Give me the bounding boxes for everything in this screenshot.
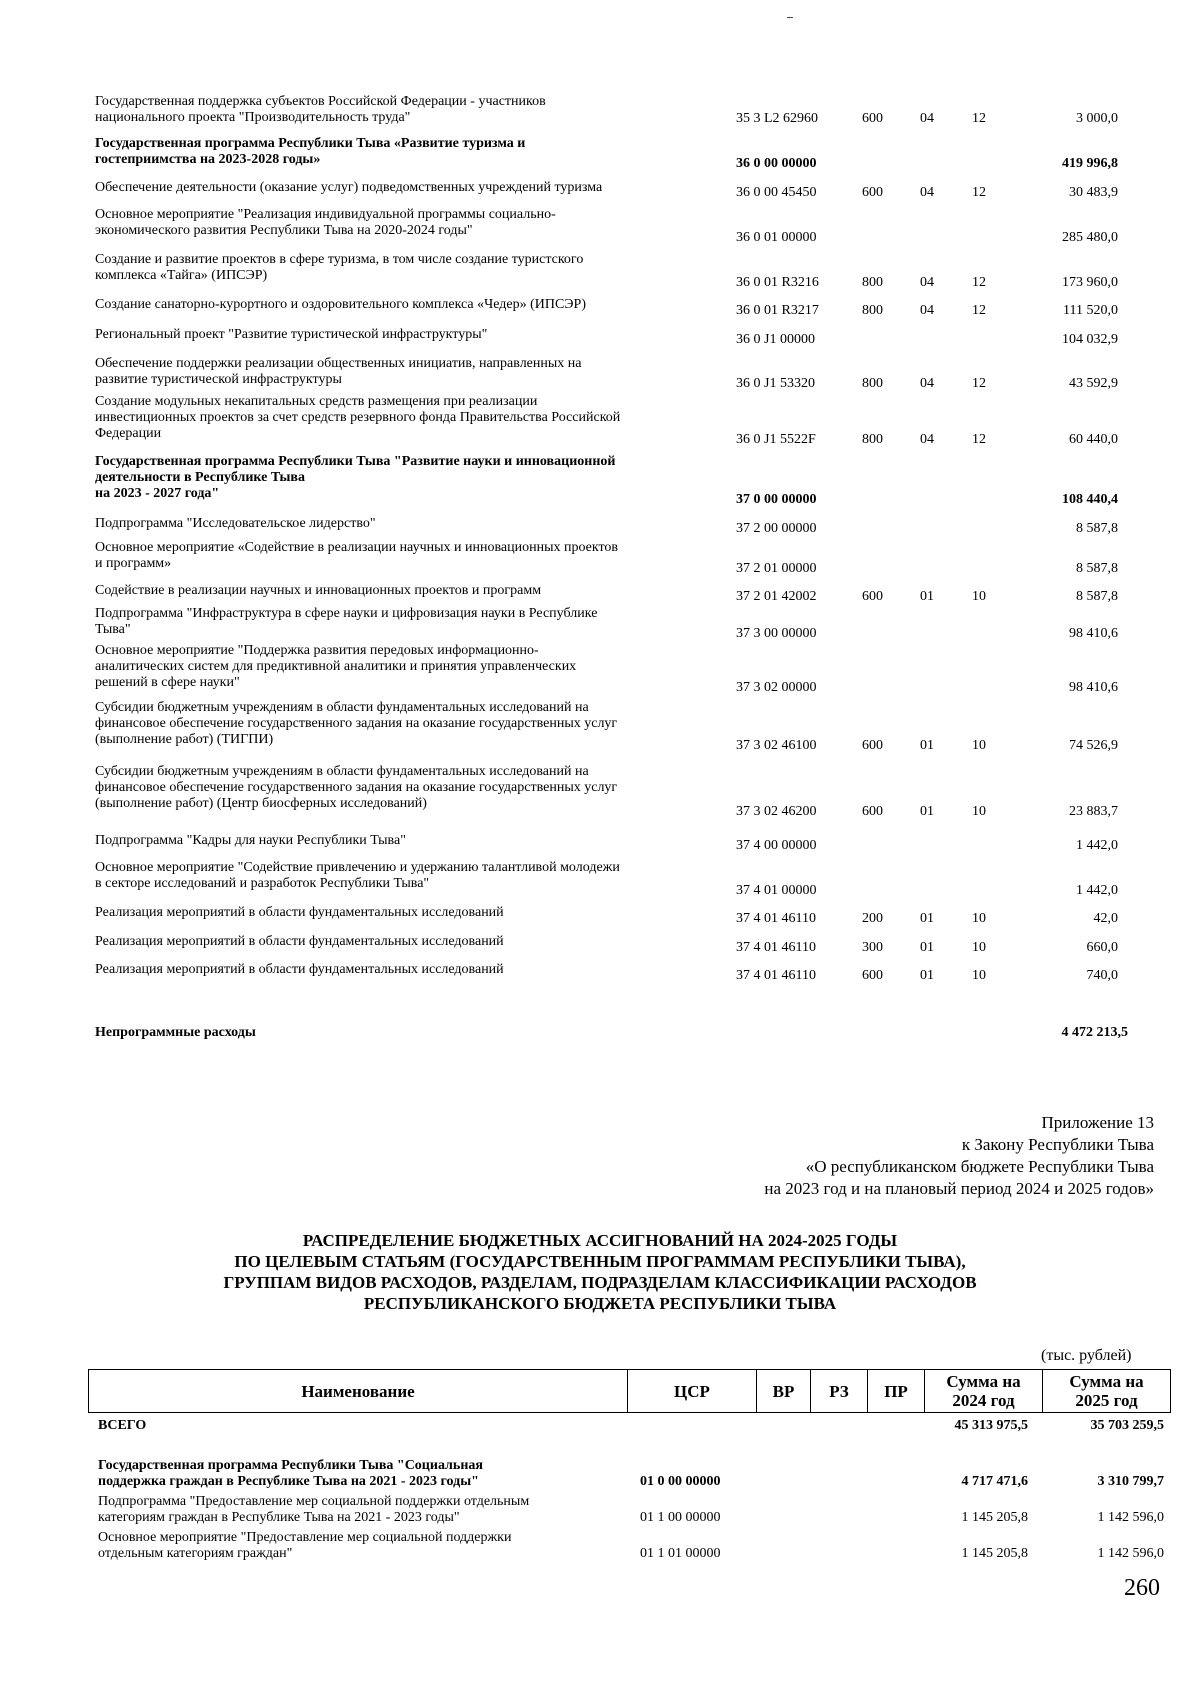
row-vr: 600 xyxy=(862,968,883,983)
row-name: Подпрограмма "Инфраструктура в сфере науки и цифровизация науки в Республике Тыва" xyxy=(95,606,598,637)
row-csr: 37 3 02 46100 xyxy=(736,738,817,753)
title-line: ГРУППАМ ВИДОВ РАСХОДОВ, РАЗДЕЛАМ, ПОДРАЗДЕЛАМ КЛАССИФИКАЦИИ РАСХОДОВ xyxy=(223,1273,977,1292)
row-name: Основное мероприятие «Содействие в реализации научных и инновационных проектов и программ» xyxy=(95,540,619,571)
page-number: 260 xyxy=(1124,1575,1160,1601)
row-csr: 37 4 01 46110 xyxy=(736,968,816,983)
row-pr: 12 xyxy=(972,185,986,200)
row-sum: 74 526,9 xyxy=(1069,738,1118,753)
row-sum: 8 587,8 xyxy=(1076,589,1118,604)
row-sum: 60 440,0 xyxy=(1069,432,1118,447)
row-vr: 800 xyxy=(862,432,883,447)
row-pr: 12 xyxy=(972,111,986,126)
header-vr: ВР xyxy=(772,1381,795,1401)
appendix-line: к Закону Республики Тыва xyxy=(961,1135,1154,1154)
row-pr: 12 xyxy=(972,303,986,318)
row-name: Субсидии бюджетным учреждениям в области фундаментальных исследований на финансовое обеспечение государственного задания на оказание государственных услуг (выполнение работ) (Центр биосферных исследований) xyxy=(95,764,618,811)
row-csr: 37 3 02 46200 xyxy=(736,804,817,819)
row-vr: 600 xyxy=(862,111,883,126)
row-sum: 660,0 xyxy=(1086,940,1118,955)
row-csr: 37 3 02 00000 xyxy=(736,680,817,695)
row-rz: 01 xyxy=(920,589,934,604)
units-label: (тыс. рублей) xyxy=(1041,1347,1132,1364)
title-line: ПО ЦЕЛЕВЫМ СТАТЬЯМ (ГОСУДАРСТВЕННЫМ ПРОГРАММАМ РЕСПУБЛИКИ ТЫВА), xyxy=(234,1252,966,1271)
row-name: Государственная поддержка субъектов Российской Федерации - участников национального проекта "Производительность труда" xyxy=(95,94,546,125)
row-name: Основное мероприятие "Содействие привлечению и удержанию талантливой молодежи в секторе исследований и разработок Республики Тыва" xyxy=(95,860,620,891)
appendix-line: на 2023 год и на плановый период 2024 и 2025 годов» xyxy=(764,1179,1154,1198)
header-csr: ЦСР xyxy=(674,1381,710,1401)
row-sum: 98 410,6 xyxy=(1069,680,1118,695)
scan-mark xyxy=(787,17,793,18)
appendix-heading xyxy=(764,1112,1154,1200)
row-rz: 04 xyxy=(920,275,934,290)
row-sum-2025: 35 703 259,5 xyxy=(1090,1418,1164,1433)
row-sum: 3 000,0 xyxy=(1076,111,1118,126)
row-pr: 10 xyxy=(972,804,986,819)
row-csr: 37 2 01 42002 xyxy=(736,589,817,604)
header-pr: ПР xyxy=(884,1381,908,1401)
row-csr: 01 1 00 00000 xyxy=(640,1510,721,1525)
row-csr: 37 2 01 00000 xyxy=(736,561,817,576)
row-rz: 01 xyxy=(920,940,934,955)
row-pr: 12 xyxy=(972,376,986,391)
row-csr: 37 4 00 00000 xyxy=(736,838,817,853)
row-sum-2024: 1 145 205,8 xyxy=(961,1546,1028,1561)
row-csr: 37 0 00 00000 xyxy=(736,492,817,507)
row-sum-2025: 3 310 799,7 xyxy=(1097,1474,1164,1489)
row-name: Реализация мероприятий в области фундаментальных исследований xyxy=(95,962,504,977)
row-name: Основное мероприятие "Предоставление мер социальной поддержки отдельным категориям граждан" xyxy=(98,1530,512,1561)
row-csr: 36 0 01 R3217 xyxy=(736,303,819,318)
row-sum: 1 442,0 xyxy=(1076,883,1118,898)
row-name: Основное мероприятие "Поддержка развития передовых информационно- аналитических систем для предиктивной аналитики и принятия управленческих решений в сфере науки" xyxy=(95,643,577,690)
row-csr: 36 0 00 45450 xyxy=(736,185,817,200)
row-sum: 111 520,0 xyxy=(1063,303,1118,318)
row-pr: 10 xyxy=(972,738,986,753)
row-name: Государственная программа Республики Тыва "Развитие науки и инновационной деятельности в Республике Тыва на 2023 - 2027 года" xyxy=(95,454,616,501)
row-pr: 10 xyxy=(972,911,986,926)
row-name: ВСЕГО xyxy=(98,1418,147,1433)
row-csr: 37 4 01 46110 xyxy=(736,940,816,955)
row-pr: 10 xyxy=(972,940,986,955)
row-name: Реализация мероприятий в области фундаментальных исследований xyxy=(95,934,504,949)
row-vr: 600 xyxy=(862,738,883,753)
row-pr: 12 xyxy=(972,275,986,290)
row-name: Подпрограмма "Кадры для науки Республики Тыва" xyxy=(95,833,406,848)
title-line: РАСПРЕДЕЛЕНИЕ БЮДЖЕТНЫХ АССИГНОВАНИЙ НА 2024-2025 ГОДЫ xyxy=(302,1231,898,1250)
row-rz: 04 xyxy=(920,432,934,447)
appendix-line: «О республиканском бюджете Республики Тыва xyxy=(805,1157,1154,1176)
row-vr: 600 xyxy=(862,185,883,200)
row-name: Создание модульных некапитальных средств размещения при реализации инвестиционных проектов за счет средств резервного фонда Правительства Российской Федерации xyxy=(95,394,621,441)
row-sum: 8 587,8 xyxy=(1076,561,1118,576)
row-name: Обеспечение поддержки реализации общественных инициатив, направленных на развитие туристической инфраструктуры xyxy=(95,356,582,387)
row-sum-2025: 1 142 596,0 xyxy=(1097,1510,1164,1525)
row-sum: 419 996,8 xyxy=(1062,156,1118,171)
row-sum: 42,0 xyxy=(1093,911,1118,926)
appendix-line: Приложение 13 xyxy=(1041,1113,1154,1132)
header-sum-2024: Сумма на 2024 год xyxy=(946,1372,1021,1410)
row-csr: 37 4 01 00000 xyxy=(736,883,817,898)
row-sum: 98 410,6 xyxy=(1069,626,1118,641)
row-csr: 36 0 J1 53320 xyxy=(736,376,815,391)
row-vr: 300 xyxy=(862,940,883,955)
row-rz: 04 xyxy=(920,376,934,391)
header-rz: РЗ xyxy=(829,1381,849,1401)
row-rz: 01 xyxy=(920,968,934,983)
row-sum: 285 480,0 xyxy=(1062,230,1118,245)
row-sum-2024: 4 717 471,6 xyxy=(961,1474,1028,1489)
row-sum: 8 587,8 xyxy=(1076,521,1118,536)
row-name: Подпрограмма "Исследовательское лидерство" xyxy=(95,516,376,531)
row-name: Создание санаторно-курортного и оздоровительного комплекса «Чедер» (ИПСЭР) xyxy=(95,297,586,312)
row-pr: 10 xyxy=(972,968,986,983)
row-csr: 35 3 L2 62960 xyxy=(736,111,819,126)
header-name: Наименование xyxy=(301,1381,415,1401)
row-pr: 10 xyxy=(972,589,986,604)
row-name: Основное мероприятие "Реализация индивидуальной программы социально- экономического развития Республики Тыва на 2020-2024 годы" xyxy=(95,207,556,238)
row-vr: 800 xyxy=(862,303,883,318)
row-pr: 12 xyxy=(972,432,986,447)
row-sum: 43 592,9 xyxy=(1069,376,1118,391)
row-rz: 01 xyxy=(920,738,934,753)
header-sum-2025: Сумма на 2025 год xyxy=(1069,1372,1144,1410)
row-sum: 4 472 213,5 xyxy=(1061,1025,1128,1040)
row-csr: 36 0 J1 5522F xyxy=(736,432,816,447)
row-name: Субсидии бюджетным учреждениям в области фундаментальных исследований на финансовое обеспечение государственного задания на оказание государственных услуг (выполнение работ) (ТИГПИ) xyxy=(95,700,618,747)
row-name: Создание и развитие проектов в сфере туризма, в том числе создание туристского комплекса «Тайга» (ИПСЭР) xyxy=(95,252,584,283)
row-rz: 01 xyxy=(920,911,934,926)
row-name: Подпрограмма "Предоставление мер социальной поддержки отдельным категориям граждан в Республике Тыва на 2021 - 2023 годы" xyxy=(98,1494,530,1525)
row-sum-2024: 45 313 975,5 xyxy=(954,1418,1028,1433)
row-sum: 104 032,9 xyxy=(1062,332,1118,347)
row-csr: 01 0 00 00000 xyxy=(640,1474,721,1489)
row-sum: 740,0 xyxy=(1086,968,1118,983)
row-csr: 36 0 01 R3216 xyxy=(736,275,819,290)
row-vr: 200 xyxy=(862,911,883,926)
row-sum-2025: 1 142 596,0 xyxy=(1097,1546,1164,1561)
row-csr: 36 0 00 00000 xyxy=(736,156,817,171)
row-name: Региональный проект "Развитие туристической инфраструктуры" xyxy=(95,327,488,342)
row-vr: 600 xyxy=(862,589,883,604)
row-rz: 04 xyxy=(920,185,934,200)
row-rz: 04 xyxy=(920,303,934,318)
row-csr: 37 2 00 00000 xyxy=(736,521,817,536)
row-sum: 173 960,0 xyxy=(1062,275,1118,290)
row-csr: 37 4 01 46110 xyxy=(736,911,816,926)
row-sum: 30 483,9 xyxy=(1069,185,1118,200)
row-vr: 800 xyxy=(862,376,883,391)
document-title xyxy=(150,1230,1050,1314)
row-name: Содействие в реализации научных и инновационных проектов и программ xyxy=(95,583,542,598)
row-sum: 108 440,4 xyxy=(1062,492,1118,507)
row-name: Обеспечение деятельности (оказание услуг) подведомственных учреждений туризма xyxy=(95,180,603,195)
row-sum-2024: 1 145 205,8 xyxy=(961,1510,1028,1525)
row-rz: 01 xyxy=(920,804,934,819)
row-vr: 600 xyxy=(862,804,883,819)
row-csr: 37 3 00 00000 xyxy=(736,626,817,641)
row-rz: 04 xyxy=(920,111,934,126)
title-line: РЕСПУБЛИКАНСКОГО БЮДЖЕТА РЕСПУБЛИКИ ТЫВА xyxy=(363,1294,837,1313)
row-sum: 1 442,0 xyxy=(1076,838,1118,853)
row-name: Реализация мероприятий в области фундаментальных исследований xyxy=(95,905,504,920)
row-vr: 800 xyxy=(862,275,883,290)
row-sum: 23 883,7 xyxy=(1069,804,1118,819)
table-header xyxy=(88,1369,1171,1413)
row-csr: 36 0 J1 00000 xyxy=(736,332,815,347)
row-name: Государственная программа Республики Тыва "Социальная поддержка граждан в Республике Тыва на 2021 - 2023 годы" xyxy=(98,1458,483,1489)
row-csr: 36 0 01 00000 xyxy=(736,230,817,245)
row-csr: 01 1 01 00000 xyxy=(640,1546,721,1561)
row-name: Государственная программа Республики Тыва «Развитие туризма и гостеприимства на 2023-2028 годы» xyxy=(95,136,526,167)
row-name: Непрограммные расходы xyxy=(95,1025,256,1040)
